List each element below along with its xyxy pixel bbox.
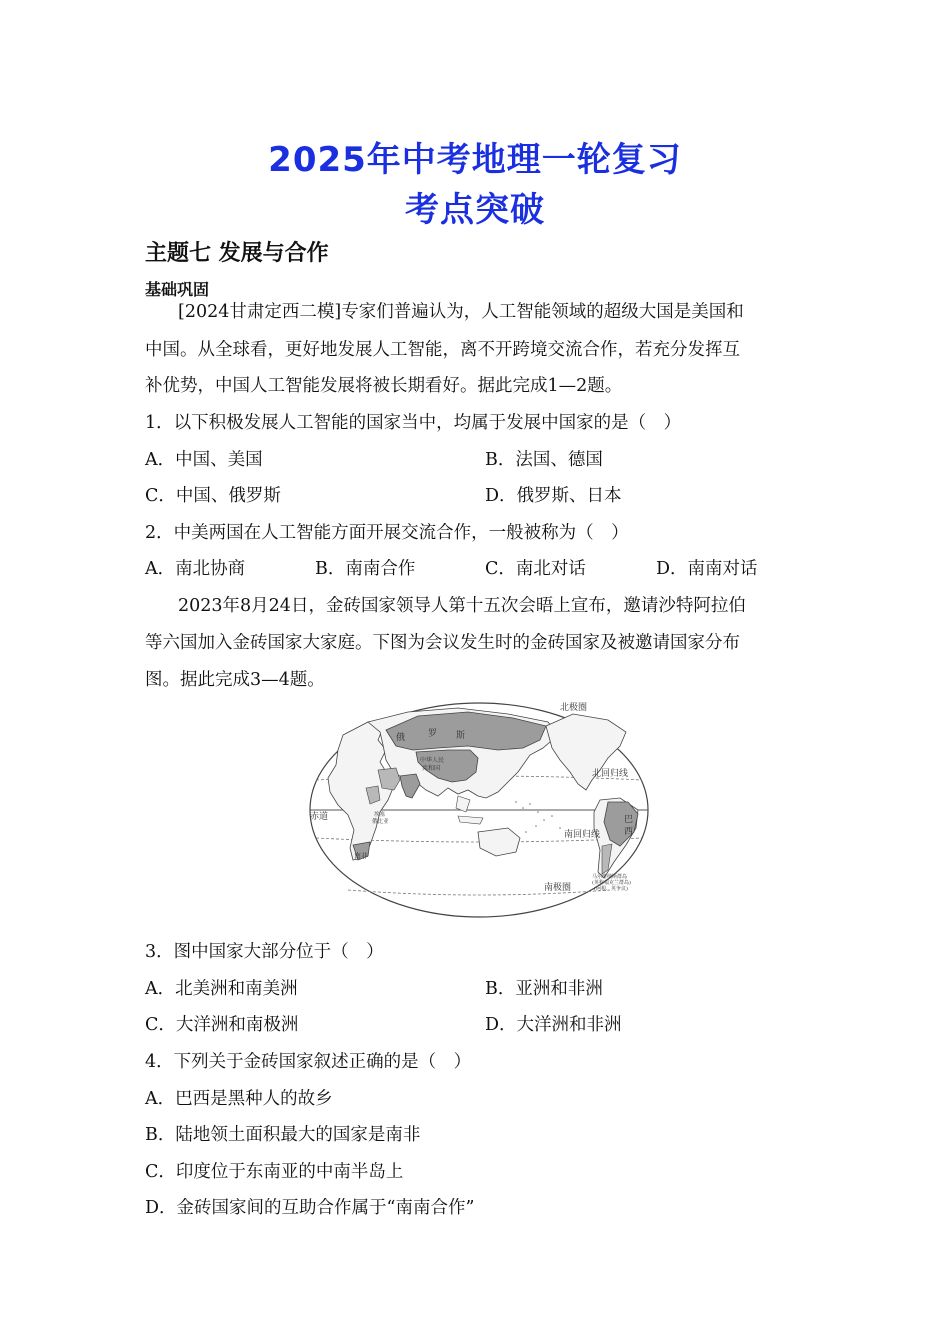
china-label-1: 中华人民 [420,757,445,764]
brazil-label-2: 西 [624,827,634,837]
brics-world-map [308,700,650,920]
passage1-line3: 补优势，中国人工智能发展将被长期看好。据此完成1—2题。 [145,376,623,396]
document-title: 2025年中考地理一轮复习 [268,140,682,180]
question1-stem: 1．以下积极发展人工智能的国家当中，均属于发展中国家的是（ ） [145,413,682,433]
brazil-label-1: 巴 [624,815,634,825]
passage1-line1: [2024甘肃定西二模]专家们普遍认为，人工智能领域的超级大国是美国和 [178,302,744,322]
question2-stem: 2．中美两国在人工智能方面开展交流合作，一般被称为（ ） [145,523,629,543]
topic-heading: 主题七 发展与合作 [145,241,329,266]
passage2-line1: 2023年8月24日，金砖国家领导人第十五次会晤上宣布，邀请沙特阿拉伯 [178,596,746,616]
question1-option-c: C．中国、俄罗斯 [145,486,281,506]
question4-option-b: B．陆地领土面积最大的国家是南非 [145,1125,421,1145]
question2-option-a: A．南北协商 [145,559,246,579]
question4-option-a: A．巴西是黑种人的故乡 [145,1089,333,1109]
china-label-2: 共和国 [422,765,441,772]
malvinas-label-3: (阿根、英争议) [594,886,628,892]
russia-label-1: 俄 [396,733,406,743]
question3-option-d: D．大洋洲和非洲 [485,1015,622,1035]
passage1-line2: 中国。从全球看，更好地发展人工智能，离不开跨境交流合作，若充分发挥互 [145,340,740,360]
ethiopia-label-1: 埃塞 [374,812,386,818]
malvinas-label-2: (英称福克兰群岛) [592,880,631,886]
question2-option-c: C．南北对话 [485,559,586,579]
question4-option-d: D．金砖国家间的互助合作属于“南南合作” [145,1198,475,1218]
question1-option-d: D．俄罗斯、日本 [485,486,622,506]
equator-label: 赤道 [310,812,329,822]
tropic-of-cancer-label: 北回归线 [592,769,629,779]
document-subtitle: 考点突破 [405,190,545,230]
question2-option-b: B．南南合作 [315,559,416,579]
question4-stem: 4．下列关于金砖国家叙述正确的是（ ） [145,1052,472,1072]
malvinas-label-1: 马尔维纳斯群岛 [592,874,628,880]
arctic-circle-label: 北极圈 [560,703,588,713]
question4-option-c: C．印度位于东南亚的中南半岛上 [145,1162,404,1182]
question3-option-a: A．北美洲和南美洲 [145,979,298,999]
ethiopia-label-2: 俄比亚 [372,819,389,825]
russia-label-3: 斯 [456,731,466,741]
section-heading: 基础巩固 [145,280,210,299]
passage2-line2: 等六国加入金砖国家大家庭。下图为会议发生时的金砖国家及被邀请国家分布 [145,633,740,653]
tropic-of-capricorn-label: 南回归线 [564,830,601,840]
russia-label-2: 罗 [428,729,438,739]
south-africa-label: 南非 [354,852,368,860]
question3-option-c: C．大洋洲和南极洲 [145,1015,299,1035]
question2-option-d: D．南南对话 [656,559,758,579]
antarctic-circle-label: 南极圈 [544,883,572,893]
question1-option-b: B．法国、德国 [485,450,603,470]
question1-option-a: A．中国、美国 [145,450,263,470]
question3-stem: 3．图中国家大部分位于（ ） [145,942,384,962]
passage2-line3: 图。据此完成3—4题。 [145,670,325,690]
question3-option-b: B．亚洲和非洲 [485,979,603,999]
